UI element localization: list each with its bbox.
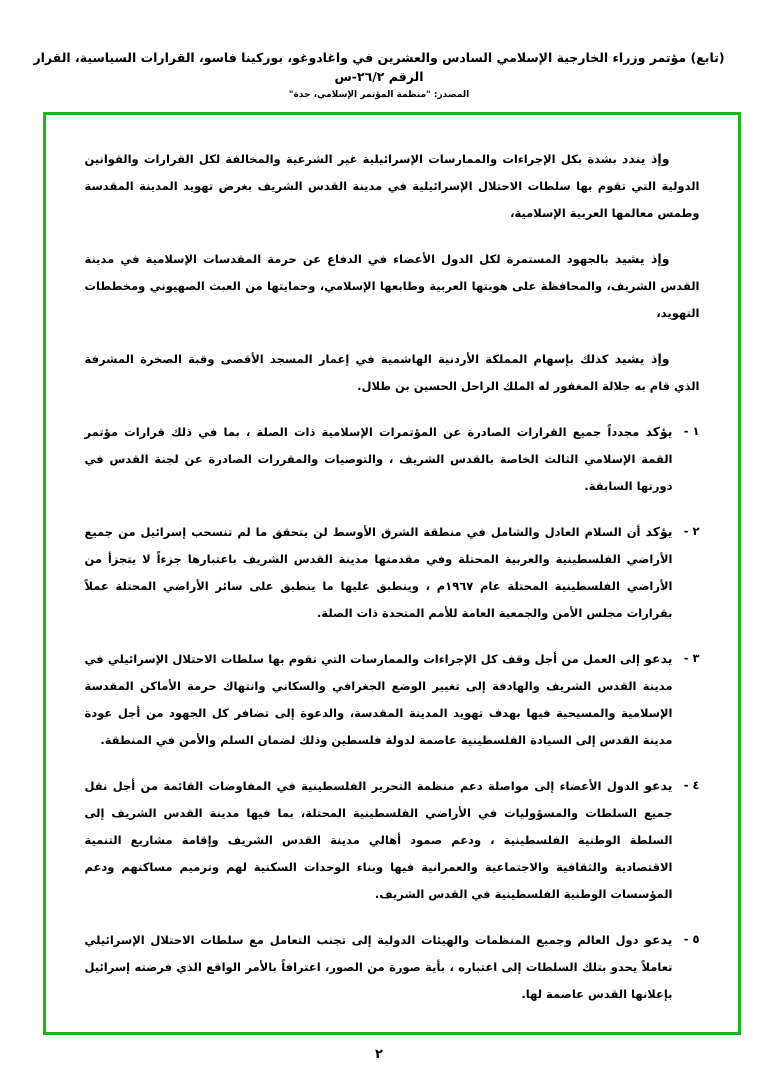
item-text: إلى العمل من أجل وقف كل الإجراءات والممارسات التي تقوم بها سلطات الاحتلال الإسرائيلي في مدينة القدس الشريف والهادفة إلى تغيير الوضع الجغرافي والسكاني وانتهاك حرمة الأماكن المقدسة الإسلامية والمسيحية فيها بهدف تهويد المدينة المقدسة، والدعوة إلى تضافر كل الجهود من أجل عودة مدينة القدس إلى السيادة الفلسطينية عاصمة لدولة فلسطين وذلك لضمان السلم والأمن في المنطقة.: [84, 652, 673, 747]
item-number: ١ -: [683, 424, 700, 438]
header-source: المصدر: "منظمة المؤتمر الإسلامي، جدة": [288, 90, 470, 100]
item-lead: يؤكد: [645, 424, 673, 439]
item-lead: يدعو: [644, 651, 673, 666]
item-number: ٣ -: [683, 651, 700, 665]
operative-item: [85, 518, 700, 627]
item-lead: يؤكد: [645, 524, 673, 539]
item-number: ٥ -: [683, 932, 700, 946]
resolution-body: [85, 145, 700, 1008]
operative-item: [85, 418, 700, 500]
preamble-paragraph: [85, 245, 700, 327]
paragraph-text: بشدة بكل الإجراءات والممارسات الإسرائيلية غير الشرعية والمخالفة لكل القرارات والقوانين الدولية التي تقوم بها سلطات الاحتلال الإسرائيلية في مدينة القدس الشريف بغرض تهويد المدينة المقدسة وطمس معالمها العربية الإسلامية،: [84, 152, 700, 220]
paragraph-lead: وإذ يشيد: [614, 351, 670, 366]
item-text: الدول الأعضاء إلى مواصلة دعم منظمة التحرير الفلسطينية في المفاوضات القائمة من أجل نقل جميع السلطات والمسؤوليات في الأراضي الفلسطينية المحتلة، بما فيها مدينة القدس الشريف إلى السلطة الوطنية الفلسطينية ، ودعم صمود أهالي مدينة القدس الشريف وإقامة مشاريع التنمية الاقتصادية والثقافية والاجتماعية والعمرانية فيها وبناء الوحدات السكنية لهم وترميم مساكنهم ودعم المؤسسات الوطنية الفلسطينية في القدس الشريف.: [84, 779, 673, 901]
preamble-paragraph: [85, 145, 700, 227]
paragraph-text: بالجهود المستمرة لكل الدول الأعضاء في الدفاع عن حرمة المقدسات الإسلامية في مدينة القدس الشريف، والمحافظة على هويتها العربية وطابعها الإسلامي، وحمايتها من العبث الصهيوني ومخططات التهويد،: [84, 252, 700, 320]
document-header: [29, 48, 729, 102]
paragraph-lead: وإذ يشيد: [614, 251, 670, 266]
paragraph-text: كذلك بإسهام المملكة الأردنية الهاشمية في إعمار المسجد الأقصى وقبة الصخرة المشرفة الذي قام به جلالة المغفور له الملك الراحل الحسين بن طلال.: [84, 352, 700, 393]
item-text: أن السلام العادل والشامل في منطقة الشرق الأوسط لن يتحقق ما لم تنسحب إسرائيل من جميع الأراضي الفلسطينية والعربية المحتلة وفي مقدمتها مدينة القدس الشريف باعتبارها جزءاً لا يتجزأ من الأراضي الفلسطينية المحتلة عام ١٩٦٧م ، وينطبق عليها ما ينطبق على سائر الأراضي المحتلة عملاً بقرارات مجلس الأمن والجمعية العامة للأمم المتحدة ذات الصلة.: [84, 525, 673, 620]
item-lead: يدعو: [644, 778, 673, 793]
green-content-frame: [43, 112, 741, 1035]
item-text: دول العالم وجميع المنظمات والهيئات الدولية إلى تجنب التعامل مع سلطات الاحتلال الإسرائيلي تعاملاً يحدو بتلك السلطات إلى اعتباره ، بأية صورة من الصور، اعترافاً بالأمر الواقع الذي فرضته إسرائيل بإعلانها القدس عاصمة لها.: [84, 933, 673, 1001]
item-number: ٢ -: [683, 524, 700, 538]
operative-item: [85, 645, 700, 754]
page-number: ٢: [375, 1047, 383, 1062]
item-number: ٤ -: [683, 778, 700, 792]
item-text: مجدداً جميع القرارات الصادرة عن المؤتمرات الإسلامية ذات الصلة ، بما في ذلك قرارات مؤتمر القمة الإسلامي الثالث الخاصة بالقدس الشريف ، والتوصيات والمقررات الصادرة عن لجنة القدس في دورتها السابقة.: [84, 425, 673, 493]
operative-item: [85, 772, 700, 908]
paragraph-lead: وإذ يندد: [622, 151, 670, 166]
preamble-paragraph: [85, 345, 700, 400]
item-lead: يدعو: [644, 932, 673, 947]
operative-item: [85, 926, 700, 1008]
header-title: (تابع) مؤتمر وزراء الخارجية الإسلامي السادس والعشرين في واغادوغو، بوركينا فاسو، القرارات السياسية، القرار الرقم ٢٦/٢-س: [33, 50, 725, 84]
